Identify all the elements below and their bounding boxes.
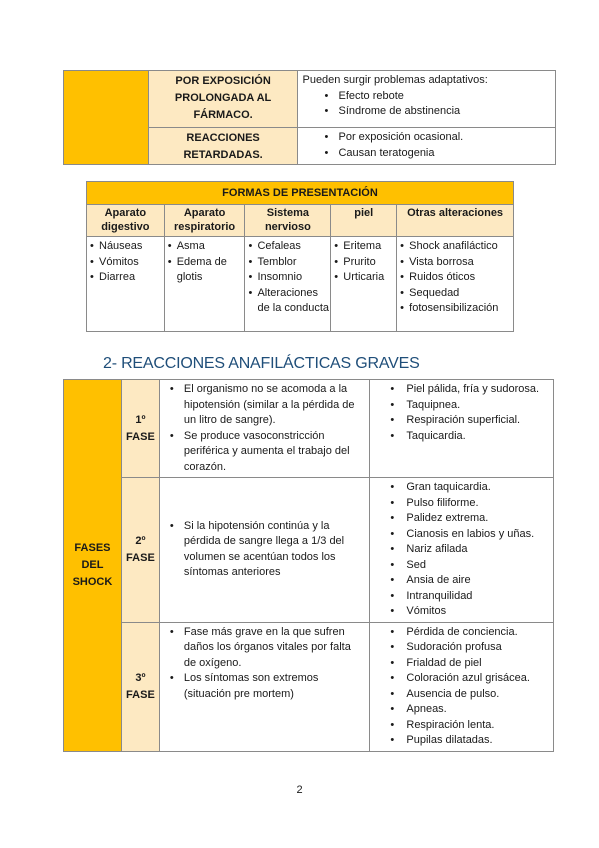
list-item: • Urticaria: [331, 270, 396, 286]
row-label: POR EXPOSICIÓN PROLONGADA AL FÁRMACO.: [148, 71, 298, 128]
list-item: • Se produce vasoconstricción periférica y aumenta el trabajo del corazón.: [164, 429, 365, 476]
list-item: • Asma: [165, 239, 245, 255]
list-item: • Piel pálida, fría y sudorosa.: [374, 382, 549, 398]
list-item: • Eritema: [331, 239, 396, 255]
list-item: • Vista borrosa: [397, 255, 513, 271]
list-item: • Respiración lenta.: [374, 718, 549, 734]
list-item: • Pérdida de conciencia.: [374, 625, 549, 641]
list-item: • Cefaleas: [245, 239, 330, 255]
list-item: • Alteraciones de la conducta: [245, 286, 330, 317]
adverse-effects-table: [63, 70, 556, 165]
list-item: • Los síntomas son extremos (situación pre mortem): [164, 671, 365, 702]
column-cell: [164, 237, 245, 332]
list-item: • Fase más grave en la que sufren daños los órganos vitales por falta de oxígeno.: [164, 625, 365, 672]
list-item: • Vómitos: [87, 255, 164, 271]
forms-of-presentation-table: [86, 181, 514, 332]
phase-symptoms: [370, 622, 554, 751]
list-item: • Causan teratogenia: [302, 146, 551, 162]
list-item: • Por exposición ocasional.: [302, 130, 551, 146]
row-label: REACCIONES RETARDADAS.: [148, 128, 298, 165]
phase-description: [159, 622, 369, 751]
list-item: • Apneas.: [374, 702, 549, 718]
phase-description: [159, 380, 369, 478]
list-item: • Ausencia de pulso.: [374, 687, 549, 703]
phase-symptoms: [370, 380, 554, 478]
list-item: • Sudoración profusa: [374, 640, 549, 656]
column-header: Aparato respiratorio: [164, 205, 245, 237]
list-item: • Pulso filiforme.: [374, 496, 549, 512]
section-heading: 2- REACCIONES ANAFILÁCTICAS GRAVES: [103, 355, 420, 372]
phase-label: 3º FASE: [121, 622, 159, 751]
list-item: • Nariz afilada: [374, 542, 549, 558]
phase-description: [159, 478, 369, 623]
shock-side-label: FASES DEL SHOCK: [64, 380, 122, 752]
list-item: • Cianosis en labios y uñas.: [374, 527, 549, 543]
column-header: Sistema nervioso: [245, 205, 331, 237]
list-item: • Pupilas dilatadas.: [374, 733, 549, 749]
list-item: • Shock anafiláctico: [397, 239, 513, 255]
row-content: [298, 71, 556, 128]
list-item: • Taquipnea.: [374, 398, 549, 414]
list-item: • Frialdad de piel: [374, 656, 549, 672]
list-item: • Ansia de aire: [374, 573, 549, 589]
row-content: [298, 128, 556, 165]
list-item: • Taquicardia.: [374, 429, 549, 445]
list-item: • Prurito: [331, 255, 396, 271]
page-number: 2: [296, 784, 303, 796]
phase-symptoms: [370, 478, 554, 623]
list-item: • Temblor: [245, 255, 330, 271]
list-item: • Insomnio: [245, 270, 330, 286]
list-item: • Ruidos óticos: [397, 270, 513, 286]
list-item: • Respiración superficial.: [374, 413, 549, 429]
gold-side-cell: [64, 71, 149, 165]
phase-label: 1º FASE: [121, 380, 159, 478]
list-item: • Si la hipotensión continúa y la pérdida de sangre llega a 1/3 del volumen se acentúan todos los síntomas anteriores: [164, 519, 365, 581]
list-item: • Náuseas: [87, 239, 164, 255]
list-item: • Sequedad: [397, 286, 513, 302]
list-item: • El organismo no se acomoda a la hipotensión (similar a la pérdida de un litro de sangre).: [164, 382, 365, 429]
list-item: • Vómitos: [374, 604, 549, 620]
list-item: • Sed: [374, 558, 549, 574]
list-item: • Edema de glotis: [165, 255, 245, 286]
list-item: • fotosensibilización: [397, 301, 513, 317]
list-item: • Coloración azul grisácea.: [374, 671, 549, 687]
list-item: • Efecto rebote: [302, 89, 551, 105]
phase-label: 2º FASE: [121, 478, 159, 623]
column-header: Aparato digestivo: [87, 205, 165, 237]
column-header: Otras alteraciones: [397, 205, 514, 237]
column-cell: [245, 237, 331, 332]
list-item: • Palidez extrema.: [374, 511, 549, 527]
column-cell: [397, 237, 514, 332]
shock-phases-table: [63, 379, 554, 752]
list-item: • Intranquilidad: [374, 589, 549, 605]
list-item: • Gran taquicardia.: [374, 480, 549, 496]
row-intro: Pueden surgir problemas adaptativos:: [302, 74, 488, 86]
list-item: • Diarrea: [87, 270, 164, 286]
column-cell: [87, 237, 165, 332]
list-item: • Síndrome de abstinencia: [302, 104, 551, 120]
table-title: FORMAS DE PRESENTACIÓN: [87, 182, 514, 205]
column-cell: [331, 237, 397, 332]
column-header: piel: [331, 205, 397, 237]
